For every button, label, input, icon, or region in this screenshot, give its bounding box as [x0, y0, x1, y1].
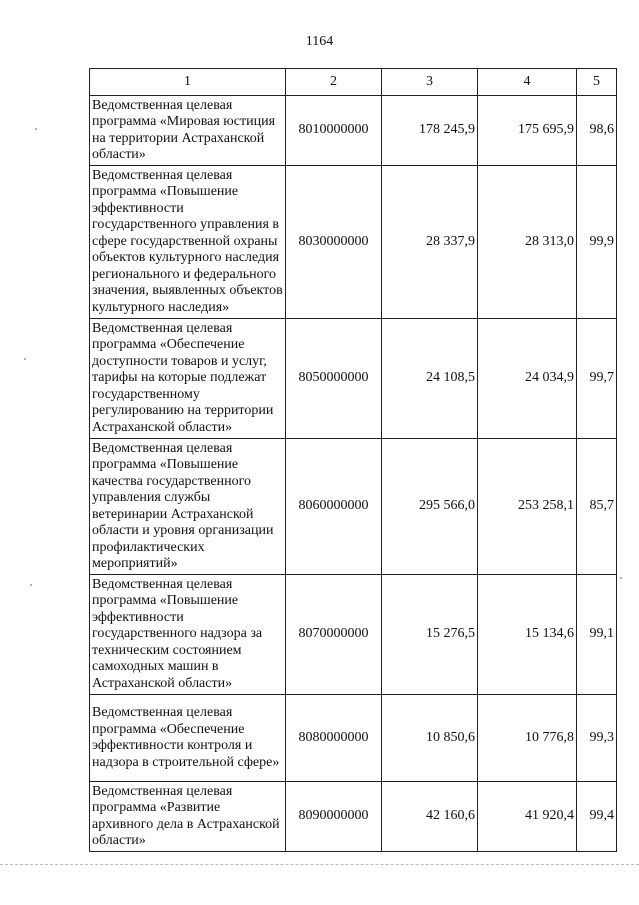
column-header-1: 1 — [90, 69, 286, 96]
planned-amount: 24 108,5 — [382, 319, 478, 439]
scan-speck — [30, 584, 32, 586]
actual-amount: 10 776,8 — [478, 695, 577, 782]
execution-percent: 99,1 — [577, 575, 617, 695]
program-name: Ведомственная целевая программа «Развитие архивного дела в Астраханской области» — [90, 782, 286, 852]
planned-amount: 42 160,6 — [382, 782, 478, 852]
program-name: Ведомственная целевая программа «Мировая юстиция на территории Астраханской области» — [90, 96, 286, 166]
column-header-5: 5 — [577, 69, 617, 96]
program-name: Ведомственная целевая программа «Повышение эффективности государственного надзора за техническим состоянием самоходных машин в Астраханской области» — [90, 575, 286, 695]
table-row — [90, 319, 617, 439]
budget-table — [89, 68, 617, 852]
table-row — [90, 575, 617, 695]
program-name: Ведомственная целевая программа «Повышение качества государственного управления службы ветеринарии Астраханской области и уровня организации профилактических мероприятий» — [90, 439, 286, 575]
planned-amount: 178 245,9 — [382, 96, 478, 166]
program-code: 8070000000 — [286, 575, 382, 695]
planned-amount: 28 337,9 — [382, 166, 478, 319]
table-row — [90, 439, 617, 575]
scan-edge-line — [0, 864, 639, 865]
program-code: 8050000000 — [286, 319, 382, 439]
actual-amount: 15 134,6 — [478, 575, 577, 695]
actual-amount: 28 313,0 — [478, 166, 577, 319]
program-name: Ведомственная целевая программа «Обеспечение доступности товаров и услуг, тарифы на которые подлежат государственному регулированию на территории Астраханской области» — [90, 319, 286, 439]
actual-amount: 41 920,4 — [478, 782, 577, 852]
table-header-row — [90, 69, 617, 96]
actual-amount: 253 258,1 — [478, 439, 577, 575]
planned-amount: 15 276,5 — [382, 575, 478, 695]
planned-amount: 10 850,6 — [382, 695, 478, 782]
execution-percent: 99,3 — [577, 695, 617, 782]
program-name: Ведомственная целевая программа «Обеспечение эффективности контроля и надзора в строительной сфере» — [90, 695, 286, 782]
execution-percent: 99,7 — [577, 319, 617, 439]
actual-amount: 24 034,9 — [478, 319, 577, 439]
program-name: Ведомственная целевая программа «Повышение эффективности государственного управления в сфере государственной охраны объектов культурного наследия регионального и федерального значения, выявленных объектов культурного наследия» — [90, 166, 286, 319]
scan-speck — [35, 128, 37, 130]
execution-percent: 85,7 — [577, 439, 617, 575]
table-row — [90, 782, 617, 852]
table-row — [90, 695, 617, 782]
program-code: 8090000000 — [286, 782, 382, 852]
program-code: 8030000000 — [286, 166, 382, 319]
table-row — [90, 96, 617, 166]
execution-percent: 99,4 — [577, 782, 617, 852]
table-row — [90, 166, 617, 319]
execution-percent: 98,6 — [577, 96, 617, 166]
scan-speck — [24, 358, 26, 360]
actual-amount: 175 695,9 — [478, 96, 577, 166]
execution-percent: 99,9 — [577, 166, 617, 319]
program-code: 8010000000 — [286, 96, 382, 166]
column-header-3: 3 — [382, 69, 478, 96]
column-header-4: 4 — [478, 69, 577, 96]
program-code: 8080000000 — [286, 695, 382, 782]
planned-amount: 295 566,0 — [382, 439, 478, 575]
scan-speck — [620, 577, 622, 579]
page-number: 1164 — [305, 34, 334, 49]
column-header-2: 2 — [286, 69, 382, 96]
program-code: 8060000000 — [286, 439, 382, 575]
